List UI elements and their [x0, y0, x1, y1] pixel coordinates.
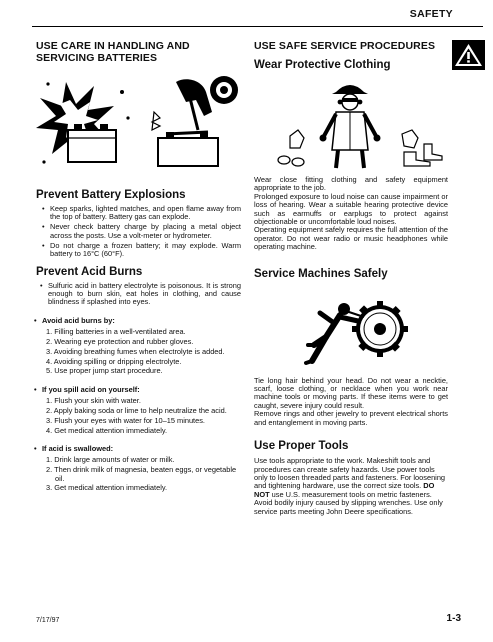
- list-item: • Sulfuric acid in battery electrolyte is poisonous. It is strong enough to burn skin, eat holes in clothing, and cause blindness if splashed into eyes.: [48, 282, 241, 307]
- list-item: 4. Get medical attention immediately.: [46, 425, 168, 435]
- service-machines-heading: Service Machines Safely: [254, 267, 388, 280]
- avoid-burns-subheading: • Avoid acid burns by:: [36, 317, 241, 325]
- list-item: 3. Flush your eyes with water for 10–15 minutes.: [46, 415, 205, 425]
- header-section-title: SAFETY: [409, 8, 453, 20]
- acid-burns-heading: Prevent Acid Burns: [36, 265, 143, 278]
- battery-explosions-list: [36, 205, 241, 259]
- list-item: 2. Then drink milk of magnesia, beaten eggs, or vegetable oil.: [46, 465, 237, 483]
- battery-explosions-heading: Prevent Battery Explosions: [36, 189, 186, 201]
- list-item: 1. Flush your skin with water.: [46, 396, 141, 406]
- list-item: • Keep sparks, lighted matches, and open flame away from the top of battery. Battery gas can explode.: [50, 205, 241, 222]
- acid-burns-intro: [36, 282, 241, 307]
- protective-clothing-heading: Wear Protective Clothing: [254, 59, 391, 71]
- acid-swallowed-subheading: • If acid is swallowed:: [36, 445, 241, 453]
- list-item: • Never check battery charge by placing a metal object across the posts. Use a volt-meter or hydrometer.: [50, 223, 241, 240]
- protective-clothing-text: [254, 176, 448, 252]
- battery-main-heading: USE CARE IN HANDLING AND SERVICING BATTERIES: [36, 40, 190, 64]
- entanglement-hazard-illustration: [254, 287, 448, 373]
- list-item: 3. Avoiding breathing fumes when electrolyte is added.: [46, 346, 225, 356]
- paragraph: Remove rings and other jewelry to prevent electrical shorts and entanglement in moving parts.: [254, 409, 448, 427]
- proper-tools-heading: Use Proper Tools: [254, 440, 349, 453]
- right-column: [254, 40, 448, 516]
- proper-tools-text: [254, 457, 448, 516]
- avoid-burns-list: [36, 328, 241, 376]
- list-item: 1. Filling batteries in a well-ventilated area.: [46, 327, 186, 337]
- list-item: 5. Use proper jump start procedure.: [46, 366, 163, 376]
- paragraph: Wear close fitting clothing and safety equipment appropriate to the job.: [254, 175, 448, 193]
- protective-clothing-illustration: [254, 80, 448, 170]
- battery-explosion-illustration: [36, 72, 241, 172]
- paragraph: Prolonged exposure to loud noise can cause impairment or loss of hearing. Wear a suitable hearing protective device such as earmuffs or earplugs to protect against objectionable or uncomfortable loud noises.: [254, 191, 448, 227]
- list-item: • Do not charge a frozen battery; it may explode. Warm battery to 16°C (60°F).: [50, 242, 241, 259]
- tools-text-a: Use tools appropriate to the work. Makeshift tools and procedures can create safety hazards. Use power tools only to loosen threaded parts and fasteners. For loosening and tightening hardware, use the correct size tools.: [254, 456, 446, 491]
- spill-acid-subheading: • If you spill acid on yourself:: [36, 386, 241, 394]
- acid-swallowed-list: [36, 456, 241, 492]
- list-item: 2. Apply baking soda or lime to help neutralize the acid.: [46, 406, 227, 416]
- left-column: [36, 40, 241, 494]
- service-main-heading: USE SAFE SERVICE PROCEDURES: [254, 40, 436, 52]
- warning-triangle-icon: [452, 40, 485, 70]
- footer-page-number: 1-3: [446, 613, 461, 624]
- list-item: 2. Wearing eye protection and rubber gloves.: [46, 337, 194, 347]
- tools-text-emphasis: DO NOT: [254, 481, 435, 499]
- service-machines-text: [254, 377, 448, 427]
- footer-date: 7/17/97: [36, 617, 60, 624]
- paragraph: Tie long hair behind your head. Do not wear a necktie, scarf, loose clothing, or necklace when you work near machine tools or moving parts. If these items were to get caught, severe injury could result.: [254, 375, 448, 410]
- header-rule: [32, 26, 483, 27]
- list-item: 3. Get medical attention immediately.: [46, 483, 168, 493]
- paragraph: Operating equipment safely requires the full attention of the operator. Do not wear radio or music headphones while operating machine.: [254, 225, 448, 252]
- tools-text-b: use U.S. measurement tools on metric fasteners. Avoid bodily injury caused by slipping wrenches. Use only service parts meeting John Deere specifications.: [254, 489, 443, 516]
- spill-acid-list: [36, 397, 241, 435]
- list-item: 4. Avoiding spilling or dripping electrolyte.: [46, 356, 182, 366]
- list-item: 1. Drink large amounts of water or milk.: [46, 455, 175, 465]
